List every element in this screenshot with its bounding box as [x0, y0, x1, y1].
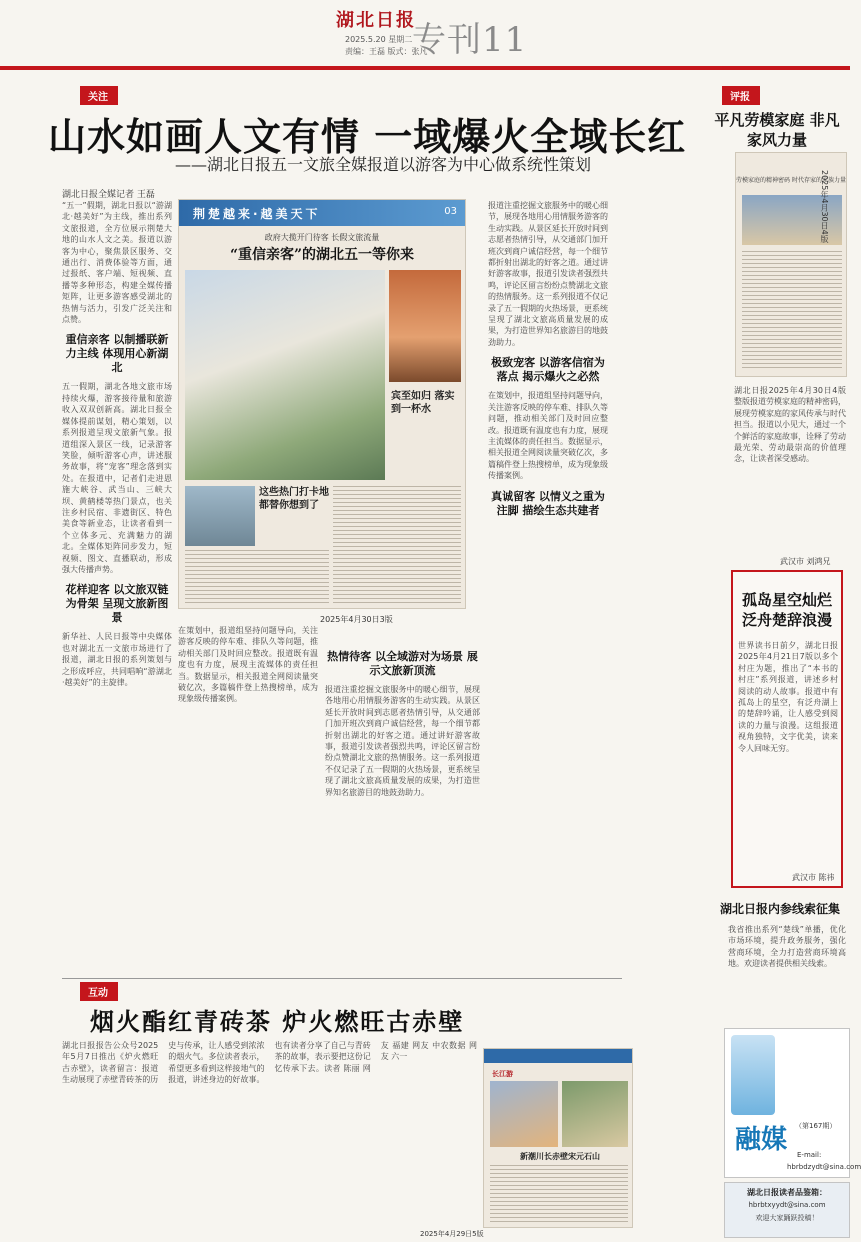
issue-editors: 责编：王磊 版式：张凡: [345, 47, 428, 56]
submission-welcome: 欢迎大家踊跃投稿！: [755, 1214, 819, 1222]
interaction-clipping-title: 新潮川长赤壁宋元石山: [520, 1151, 600, 1161]
commentary-author: 武汉市 刘鸿兄: [780, 557, 831, 566]
interaction-clipping-photo: [562, 1081, 628, 1147]
clipping-photo-landscape: [185, 270, 385, 480]
subhead-5: 真诚留客 以情义之重为注脚 描绘生态共建者: [491, 489, 605, 517]
submission-box: [724, 1182, 850, 1238]
phone-icon: [731, 1035, 775, 1115]
media-promo-box: [724, 1028, 861, 1178]
clipping-page-number: 03: [444, 206, 457, 217]
interaction-clipping-kicker: 长江游: [492, 1070, 513, 1078]
clipping-text-block: [490, 1165, 628, 1223]
interaction-clipping: [483, 1048, 633, 1228]
clipping-text-block: [333, 486, 461, 604]
article-column-bottom-mid: [325, 650, 480, 970]
clipping-text-block: [185, 550, 329, 604]
recruit-title: 湖北日报内参线索征集: [719, 902, 840, 916]
main-subtitle: ——湖北日报五一文旅全媒报道以游客为中心做系统性策划: [175, 155, 592, 174]
interaction-clipping-banner: [484, 1049, 632, 1063]
article-intro: “五一”假期，湖北日报以“游湖北·越美好”为主线，推出系列文旅报道，全方位展示荆楚大地的山水人文之美。报道以游客为中心，聚焦景区服务、交通出行、消费体验等方面，通过报纸、客户端、短视频、直播等多种形态，构建全媒传播矩阵，让更多游客感受湖北的热情与活力，引发广泛关注和点赞。: [62, 201, 172, 325]
clipping-kicker: 政府大揽开门待客 长假文旅流量: [264, 233, 380, 242]
article-paragraph: 五一假期，湖北各地文旅市场持续火爆，游客接待量和旅游收入双双创新高。湖北日报全媒体提前谋划，精心策划，以系列报道呈现文旅新气象。报道组深入景区一线，记录游客笑脸，倾听游客心声，讲述服务故事，将“宠客”理念落到实处。在报道中，记者们走进恩施大峡谷、武当山、三峡大坝、黄鹤楼等热门景点，也关注乡村民宿、非遗街区、特色美食等新业态，让读者看到一个立体多元、充满魅力的湖北。全媒体矩阵同步发力，短视频、图文、直播联动，形成强大传播声势。: [62, 382, 172, 574]
section-divider: [62, 978, 622, 979]
interaction-headline: 烟火酯红青砖茶 炉火燃旺古赤壁: [90, 1007, 465, 1036]
commentary-clipping-date: 2025年4月30日4版: [820, 170, 829, 243]
commentary-clipping-kicker: 劳模家庭的精神密码 时代存家的家族力量: [736, 177, 846, 184]
main-headline: 山水如画人文有情 一域爆火全域长红: [48, 114, 687, 159]
submission-title: 湖北日报读者品鉴箱：: [747, 1188, 827, 1197]
article-paragraph: 新华社、人民日报等中央媒体也对湖北五一文旅市场进行了报道，湖北日报的系列策划与之形成呼应，共同唱响“游湖北·越美好”的主旋律。: [62, 632, 172, 687]
interaction-text: 湖北日报报告公众号2025年5月7日推出《炉火燃旺古赤壁》，读者留言：报道生动展现了赤壁青砖茶的历史与传承，让人感受到浓浓的烟火气。多位读者表示，希望更多看到这样接地气的报道，讲述身边的好故事。也有读者分享了自己与青砖茶的故事，表示要把这份记忆传承下去。读者 陈丽 网友 福建 网友 中农数据 网友 六一: [62, 1041, 477, 1085]
interaction-clipping-source: 2025年4月29日5版: [420, 1230, 484, 1238]
clipping-photo-road: [185, 486, 255, 546]
clipping-source: 2025年4月30日3版: [320, 615, 393, 624]
boxed-article-title: 孤岛星空灿烂 泛舟楚辞浪漫: [741, 591, 832, 629]
article-paragraph: 报道注重挖掘文旅服务中的暖心细节，展现各地用心用情服务游客的生动实践。从景区延长开放时间到志愿者热情引导，从交通部门加开班次到商户诚信经营，每一个细节都折射出湖北的好客之道。通过讲好游客故事，报道引发读者强烈共鸣，评论区留言纷纷点赞湖北文旅的热情服务。这一系列报道不仅记录了五一假期的火热场景，更系统呈现了湖北文旅高质量发展的成果，为打造世界知名旅游目的地鼓劲助力。: [488, 201, 608, 347]
boxed-article-text: 世界读书日前夕，湖北日报2025年4月21日7版以多个村庄为题，推出了“本书的村庄”系列报道，讲述乡村阅读的动人故事。报道中有孤岛上的星空，有泛舟湖上的楚辞吟诵，让人感受到阅读的力量与浪漫。这组报道视角独特，文字优美，读来令人回味无穷。: [738, 641, 838, 753]
commentary-clipping: [735, 152, 847, 377]
tag-interaction: 互动: [80, 982, 118, 1001]
media-logo: 融媒: [735, 1125, 788, 1155]
boxed-article-author: 武汉市 陈祎: [792, 873, 835, 882]
subhead-1: 重信亲客 以制播联新力主线 体现用心新湖北: [65, 333, 169, 375]
article-paragraph: 在策划中，报道组坚持问题导向，关注游客反映的停车难、排队久等问题，推动相关部门及时回应整改。报道既有温度也有力度，展现主流媒体的责任担当。数据显示，相关报道全网阅读量突破亿次，多篇稿件登上热搜榜单，成为现象级传播案例。: [178, 626, 318, 704]
clipping-photo-tea: [389, 270, 461, 382]
embedded-page-clipping: [178, 199, 466, 609]
media-email-label: E-mail:: [797, 1151, 822, 1159]
header-rule: [0, 66, 850, 70]
newspaper-logo: 湖北日报: [336, 10, 416, 31]
issue-date: 2025.5.20 星期二: [345, 35, 413, 44]
clipping-title: “重信亲客”的湖北五一等你来: [229, 247, 415, 263]
tag-focus: 关注: [80, 86, 118, 105]
clipping-caption-left: 这些热门打卡地 都替你想到了: [259, 487, 329, 511]
recruit-text: 我省推出系列“楚线”单播，优化市场环境，提升政务服务，强化营商环境，全力打造营商环境高地。欢迎读者提供相关线索。: [728, 925, 846, 969]
commentary-title: 平凡劳模家庭 非凡家风力量: [714, 111, 840, 149]
subhead-4: 极致宠客 以游客信宿为落点 揭示爆火之必然: [491, 356, 605, 384]
media-email: hbrbdzydt@sina.com: [787, 1163, 861, 1171]
byline: 湖北日报全媒记者 王磊: [62, 190, 155, 200]
interaction-clipping-photo: [490, 1081, 558, 1147]
article-paragraph: 报道注重挖掘文旅服务中的暖心细节，展现各地用心用情服务游客的生动实践。从景区延长开放时间到志愿者热情引导，从交通部门加开班次到商户诚信经营，每一个细节都折射出湖北的好客之道。通过讲好游客故事，报道引发读者强烈共鸣，评论区留言纷纷点赞湖北文旅的热情服务。这一系列报道不仅记录了五一假期的火热场景，更系统呈现了湖北文旅高质量发展的成果，为打造世界知名旅游目的地鼓劲助力。: [325, 685, 480, 797]
clipping-banner: 荆楚越来·越美天下: [179, 200, 465, 226]
article-column-bottom-left: [178, 625, 318, 970]
clipping-caption-right: 宾至如归 落实到一杯水: [391, 391, 455, 415]
article-column-left: [62, 200, 172, 975]
submission-email: hbrbtxyydt@sina.com: [748, 1201, 826, 1209]
article-paragraph: 在策划中，报道组坚持问题导向，关注游客反映的停车难、排队久等问题，推动相关部门及时回应整改。报道既有温度也有力度，展现主流媒体的责任担当。数据显示，相关报道全网阅读量突破亿次，多篇稿件登上热搜榜单，成为现象级传播案例。: [488, 391, 608, 481]
clipping-text-block: [742, 251, 842, 371]
section-title: 专刊11: [412, 20, 528, 60]
subhead-2: 花样迎客 以文旅双链为骨架 呈现文旅新图景: [65, 583, 169, 625]
subhead-3: 热情待客 以全域游对为场景 展示文旅新顶流: [327, 650, 478, 677]
tag-commentary: 评报: [722, 86, 760, 105]
article-column-right: [488, 200, 608, 970]
media-issue: （第167期）: [795, 1122, 837, 1130]
commentary-text: 湖北日报2025年4月30日4版整版报道劳模家庭的精神密码，展现劳模家庭的家风传承与时代担当。报道以小见大，通过一个个鲜活的家庭故事，诠释了劳动最光荣、劳动最崇高的价值理念，让读者深受感动。: [734, 386, 846, 464]
